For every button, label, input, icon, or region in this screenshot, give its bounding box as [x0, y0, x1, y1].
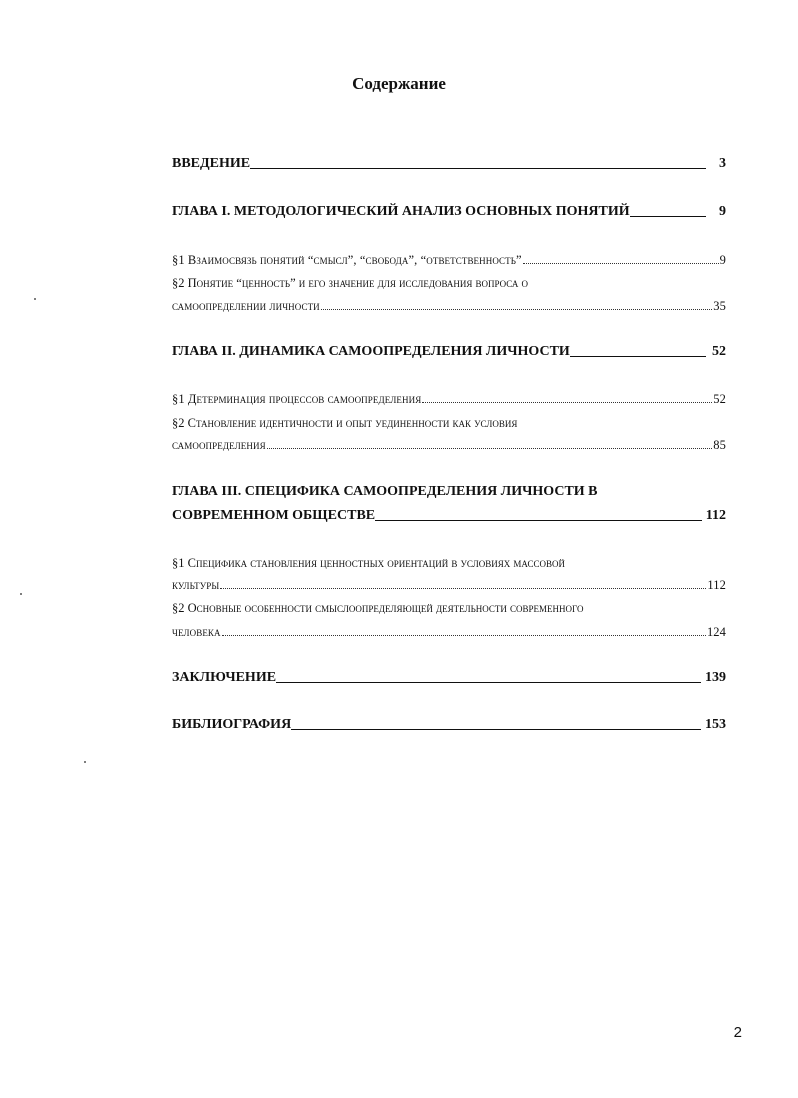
toc-ch3-section-1-line-1[interactable]: §1 Специфика становления ценностных ориентаций в условиях массовой: [172, 556, 565, 570]
dot-leader: [220, 588, 706, 589]
toc-chapter-1-label: ГЛАВА I. МЕТОДОЛОГИЧЕСКИЙ АНАЛИЗ ОСНОВНЫХ ПОНЯТИЙ: [172, 204, 630, 219]
leader-line: [570, 356, 706, 357]
leader-line: [375, 520, 702, 521]
toc-conclusion[interactable]: [172, 670, 726, 686]
toc-conclusion-label: ЗАКЛЮЧЕНИЕ: [172, 670, 277, 685]
toc-chapter-2-label: ГЛАВА II. ДИНАМИКА САМООПРЕДЕЛЕНИЯ ЛИЧНОСТИ: [172, 344, 570, 359]
toc-ch2-section-1[interactable]: [172, 392, 726, 407]
dot-leader: [321, 309, 713, 310]
scan-speck: [34, 298, 36, 300]
toc-chapter-2-page: 52: [712, 344, 726, 359]
toc-ch1-section-1[interactable]: [172, 253, 726, 268]
toc-ch1-section-2[interactable]: [172, 299, 726, 314]
toc-bibliography-page: 153: [705, 717, 726, 732]
page-title: Содержание: [352, 74, 446, 93]
toc-section-page: 9: [719, 253, 726, 267]
scan-speck: [20, 593, 22, 595]
toc-ch3-section-2[interactable]: [172, 625, 726, 640]
toc-ch3-section-1[interactable]: [172, 578, 726, 593]
toc-ch1-section-2-line-1[interactable]: §2 Понятие “ценность” и его значение для исследования вопроса о: [172, 276, 528, 290]
toc-bibliography-label: БИБЛИОГРАФИЯ: [172, 717, 292, 732]
toc-intro[interactable]: [172, 156, 726, 172]
toc-section-label: человека: [172, 625, 221, 639]
toc-conclusion-page: 139: [705, 670, 726, 685]
toc-chapter-3-page: 112: [705, 508, 726, 523]
toc-section-page: 112: [707, 578, 726, 592]
toc-chapter-3-line-1[interactable]: ГЛАВА III. СПЕЦИФИКА САМООПРЕДЕЛЕНИЯ ЛИЧНОСТИ В: [172, 484, 598, 499]
toc-section-label: культуры: [172, 578, 220, 592]
toc-section-page: 85: [713, 438, 726, 452]
toc-section-page: 124: [706, 625, 726, 639]
toc-section-page: 52: [713, 392, 726, 406]
scan-speck: [84, 761, 86, 763]
toc-ch3-section-2-line-1[interactable]: §2 Основные особенности смыслоопределяющей деятельности современного: [172, 601, 584, 615]
toc-section-page: 35: [713, 299, 726, 313]
toc-chapter-2[interactable]: [172, 344, 726, 360]
toc-chapter-3[interactable]: [172, 508, 726, 524]
toc-intro-page: 3: [719, 156, 726, 171]
toc-section-label: самоопределении личности: [172, 299, 320, 313]
toc-bibliography[interactable]: [172, 717, 726, 733]
leader-line: [630, 216, 706, 217]
toc-section-label: §1 Детерминация процессов самоопределения: [172, 392, 422, 406]
leader-line: [276, 682, 701, 683]
toc-chapter-3-label: СОВРЕМЕННОМ ОБЩЕСТВЕ: [172, 508, 376, 523]
leader-line: [250, 168, 706, 169]
toc-intro-label: ВВЕДЕНИЕ: [172, 156, 251, 171]
leader-line: [291, 729, 701, 730]
toc-ch2-section-2-line-1[interactable]: §2 Становление идентичности и опыт уединенности как условия: [172, 416, 518, 430]
page-number: 2: [733, 1024, 742, 1041]
dot-leader: [422, 402, 712, 403]
dot-leader: [267, 448, 713, 449]
toc-section-label: §1 Взаимосвязь понятий “смысл”, “свобода”, “ответственность”: [172, 253, 522, 267]
dot-leader: [222, 635, 706, 636]
toc-chapter-1-page: 9: [719, 204, 726, 219]
dot-leader: [523, 263, 719, 264]
toc-chapter-1[interactable]: [172, 204, 726, 220]
toc-section-label: самоопределения: [172, 438, 266, 452]
toc-ch2-section-2[interactable]: [172, 438, 726, 453]
